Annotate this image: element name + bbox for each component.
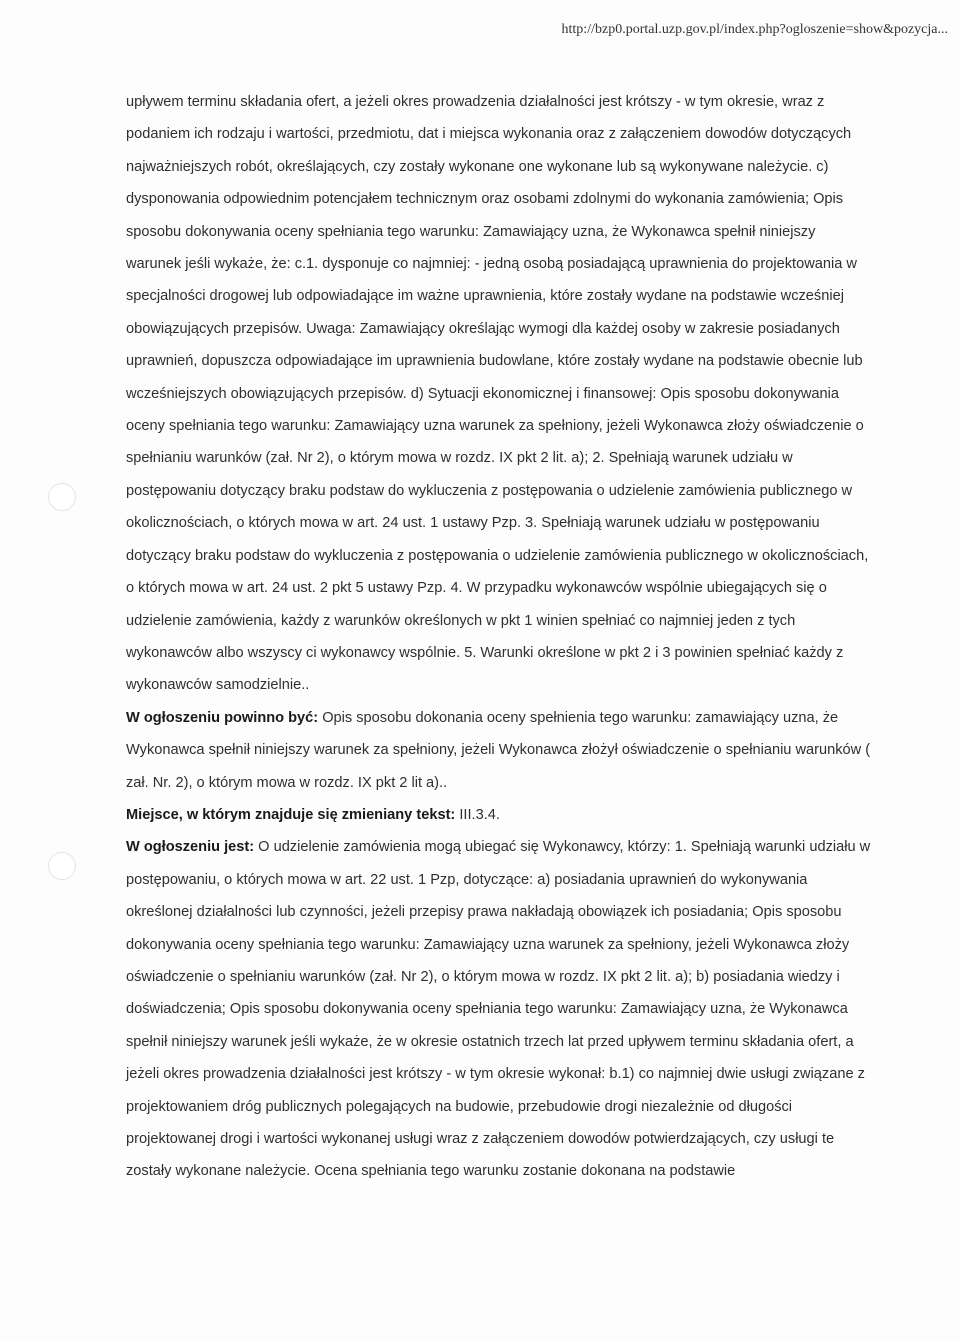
section-label: Miejsce, w którym znajduje się zmieniany tekst:	[126, 806, 456, 823]
section-text: III.3.4.	[459, 806, 500, 823]
section-text: O udzielenie zamówienia mogą ubiegać się Wykonawcy, którzy: 1. Spełniają warunki udziału w postępowaniu, o których mowa w art. 22 ust. 1 Pzp, dotyczące: a) posiadania uprawnień do wykonywania określonej działalności lub czynności, jeżeli przepisy prawa nakładają obowiązek ich posiadania; Opis sposobu dokonywania oceny spełniania tego warunku: Zamawiający uzna warunek za spełniony, jeżeli Wykonawca złoży oświadczenie o spełnianiu warunków (zał. Nr 2), o którym mowa w rozdz. IX pkt 2 lit. a); b) posiadania wiedzy i doświadczenia; Opis sposobu dokonywania oceny spełniania tego warunku: Zamawiający uzna, że Wykonawca spełnił niniejszy warunek jeśli wykaże, że w okresie ostatnich trzech lat przed upływem terminu składania ofert, a jeżeli okres prowadzenia działalności jest krótszy - w tym okresie wykonał: b.1) co najmniej dwie usługi związane z projektowaniem dróg publicznych polegających na budowie, przebudowie drogi niezależnie od długości projektowanej drogi i wartości wykonanej usługi wraz z załączeniem dowodów potwierdzających, czy usługi te zostały wykonane należycie. Ocena spełniania tego warunku zostanie dokonana na podstawie	[126, 839, 871, 1180]
punch-hole-mark	[48, 483, 76, 511]
section-text: Opis sposobu dokonania oceny spełnienia tego warunku: zamawiający uzna, że Wykonawca spełnił niniejszy warunek za spełniony, jeżeli Wykonawca złożył oświadczenie o spełnianiu warunków ( zał. Nr. 2), o którym mowa w rozdz. IX pkt 2 lit a)..	[126, 709, 871, 791]
paragraph-text: upływem terminu składania ofert, a jeżeli okres prowadzenia działalności jest krótszy - w tym okresie, wraz z podaniem ich rodzaju i wartości, przedmiotu, dat i miejsca wykonania oraz z załączeniem dowodów dotyczących najważniejszych robót, określających, czy zostały wykonane one wykonane lub są wykonywane należycie. c) dysponowania odpowiednim potencjałem technicznym oraz osobami zdolnymi do wykonania zamówienia; Opis sposobu dokonywania oceny spełniania tego warunku: Zamawiający uzna, że Wykonawca spełnił niniejszy warunek jeśli wykaże, że: c.1. dysponuje co najmniej: - jedną osobą posiadającą uprawnienia do projektowania w specjalności drogowej lub odpowiadające im ważne uprawnienia, które zostały wydane na podstawie wcześniej obowiązujących przepisów. Uwaga: Zamawiający określając wymogi dla każdej osoby w zakresie posiadanych uprawnień, dopuszcza odpowiadające im uprawnienia budowlane, które zostały wydane na podstawie obecnie lub wcześniejszych obowiązujących przepisów. d) Sytuacji ekonomicznej i finansowej: Opis sposobu dokonywania oceny spełniania tego warunku: Zamawiający uzna warunek za spełniony, jeżeli Wykonawca złoży oświadczenie o spełnianiu warunków (zał. Nr 2), o którym mowa w rozdz. IX pkt 2 lit. a); 2. Spełniają warunek udziału w postępowaniu dotyczący braku podstaw do wykluczenia z postępowania o udzielenie zamówienia publicznego w okolicznościach, o których mowa w art. 24 ust. 1 ustawy Pzp. 3. Spełniają warunek udziału w postępowaniu dotyczący braku podstaw do wykluczenia z postępowania o udzielenie zamówienia publicznego w okolicznościach, o których mowa w art. 24 ust. 2 pkt 5 ustawy Pzp. 4. W przypadku wykonawców wspólnie ubiegających się o udzielenie zamówienia, każdy z warunków określonych w pkt 1 winien spełniać co najmniej jeden z tych wykonawców albo wszyscy ci wykonawcy wspólnie. 5. Warunki określone w pkt 2 i 3 powinien spełniać każdy z wykonawców samodzielnie..	[126, 94, 869, 694]
currently-is-section	[126, 831, 871, 1187]
should-be-section	[126, 702, 871, 799]
document-body	[126, 86, 871, 1188]
section-label: W ogłoszeniu jest:	[126, 839, 255, 856]
continued-paragraph	[126, 86, 871, 702]
page-url-header: http://bzp0.portal.uzp.gov.pl/index.php?ogloszenie=show&pozycja...	[561, 22, 948, 37]
punch-hole-mark	[48, 852, 76, 880]
changed-location-section	[126, 799, 871, 831]
section-label: W ogłoszeniu powinno być:	[126, 709, 319, 726]
